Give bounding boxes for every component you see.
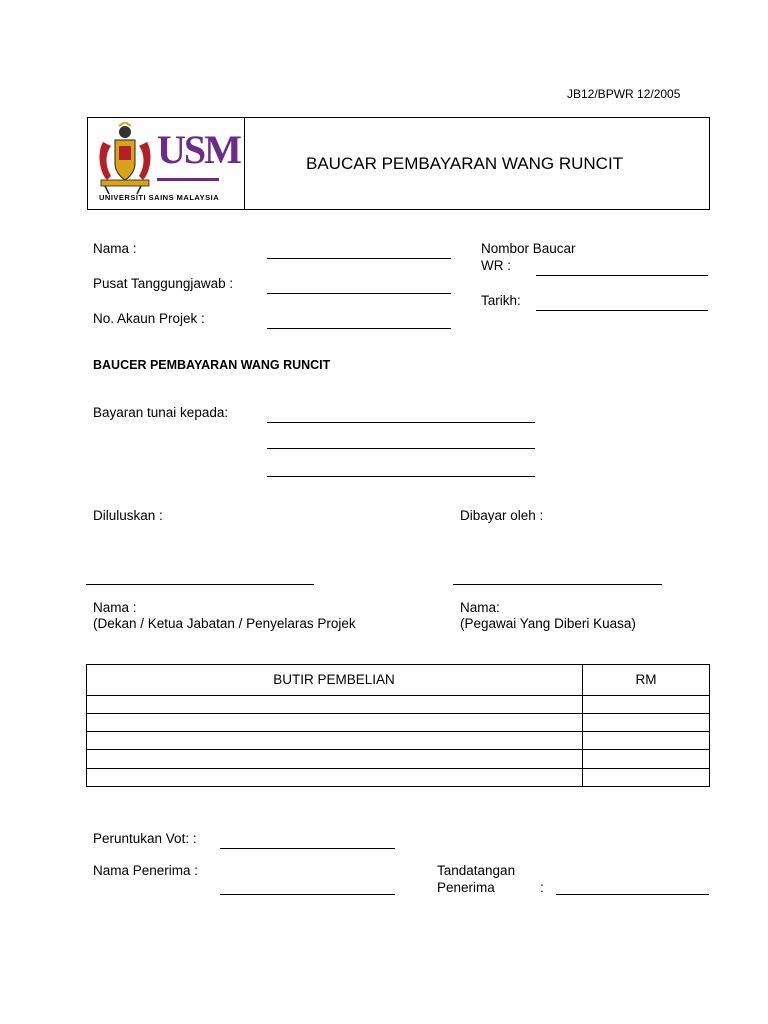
dibayar-signature-line[interactable] [453, 584, 662, 585]
payer-role-label: (Pegawai Yang Diberi Kuasa) [460, 616, 636, 631]
usm-logo-bar [157, 178, 219, 181]
nama-label: Nama : [93, 241, 137, 256]
usm-logo-text: USM [157, 127, 240, 172]
table-row-2-rm-cell[interactable] [583, 714, 709, 731]
column-header-rm: RM [635, 672, 657, 687]
bayaran-tunai-label: Bayaran tunai kepada: [93, 405, 229, 420]
table-row-1-rm-cell[interactable] [583, 696, 709, 713]
bayaran-tunai-field-1[interactable] [267, 422, 535, 423]
table-row-5-item-cell[interactable] [87, 769, 581, 786]
peruntukan-vot-field[interactable] [220, 848, 395, 849]
tarikh-label: Tarikh: [481, 293, 521, 308]
university-name: UNIVERSITI SAINS MALAYSIA [99, 193, 220, 202]
tandatangan-colon: : [540, 880, 544, 895]
document-code: JB12/BPWR 12/2005 [567, 87, 681, 101]
table-row-5-rm-cell[interactable] [583, 769, 709, 786]
approver-role-label: (Dekan / Ketua Jabatan / Penyelaras Projek [93, 616, 356, 631]
peruntukan-vot-label: Peruntukan Vot: : [93, 831, 197, 846]
form-title: BAUCAR PEMBAYARAN WANG RUNCIT [306, 154, 624, 173]
diluluskan-signature-line[interactable] [86, 584, 314, 585]
nama-field[interactable] [267, 258, 451, 259]
payer-name-label: Nama: [460, 600, 500, 615]
wr-label: WR : [481, 258, 511, 273]
pusat-tanggungjawab-field[interactable] [267, 293, 451, 294]
table-row-3-rm-cell[interactable] [583, 732, 709, 749]
table-row-4-rm-cell[interactable] [583, 750, 709, 768]
tandatangan-penerima-field[interactable] [556, 894, 709, 895]
bayaran-tunai-field-3[interactable] [267, 476, 535, 477]
table-row-4-item-cell[interactable] [87, 750, 581, 768]
akaun-projek-field[interactable] [267, 328, 451, 329]
header-divider [244, 117, 245, 210]
section-title: BAUCER PEMBAYARAN WANG RUNCIT [93, 358, 331, 372]
nama-penerima-label: Nama Penerima : [93, 863, 199, 878]
table-row-1-item-cell[interactable] [87, 696, 581, 713]
tarikh-field[interactable] [536, 310, 708, 311]
nombor-baucar-field[interactable] [536, 275, 708, 276]
column-header-butir: BUTIR PEMBELIAN [273, 672, 395, 687]
akaun-projek-label: No. Akaun Projek : [93, 311, 205, 326]
nombor-baucar-label: Nombor Baucar [481, 241, 576, 256]
tandatangan-label: Tandatangan [437, 863, 516, 878]
pusat-tanggungjawab-label: Pusat Tanggungjawab : [93, 276, 234, 291]
usm-logo [95, 122, 240, 204]
approver-name-label: Nama : [93, 600, 137, 615]
penerima-label: Penerima [437, 880, 495, 895]
dibayar-oleh-label: Dibayar oleh : [460, 508, 544, 523]
bayaran-tunai-field-2[interactable] [267, 448, 535, 449]
nama-penerima-field[interactable] [220, 894, 395, 895]
table-row-2-item-cell[interactable] [87, 714, 581, 731]
diluluskan-label: Diluluskan : [93, 508, 163, 523]
table-row-3-item-cell[interactable] [87, 732, 581, 749]
